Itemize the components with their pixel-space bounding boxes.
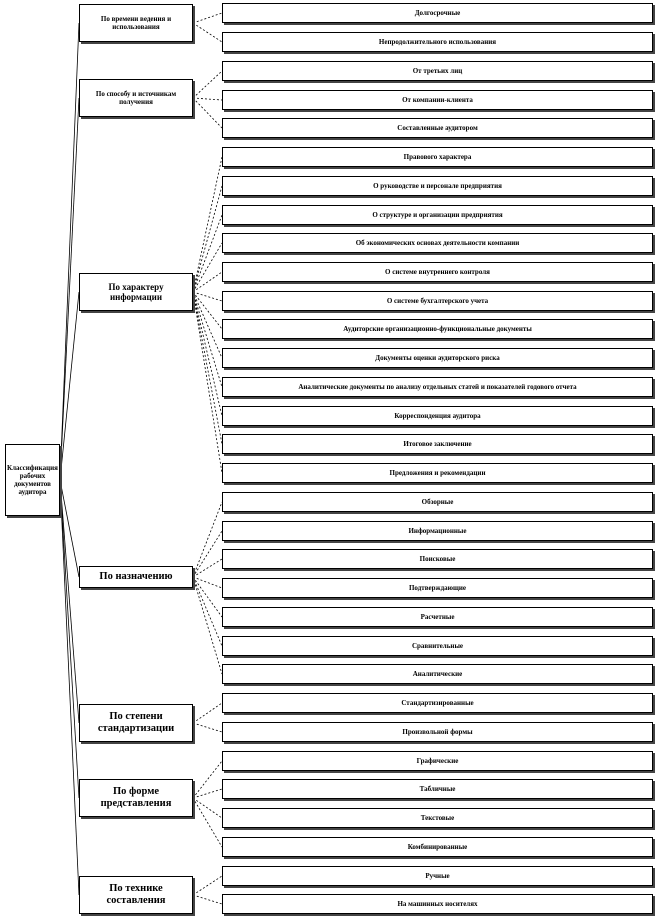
- connector-line: [193, 703, 222, 723]
- leaf-item: Корреспонденция аудитора: [222, 406, 653, 426]
- connector-line: [193, 798, 222, 818]
- category-standardization: [79, 704, 193, 742]
- connector-line: [193, 71, 222, 98]
- connector-line: [193, 876, 222, 895]
- root-node: [5, 444, 60, 516]
- connector-line: [193, 23, 222, 42]
- connector-line: [193, 761, 222, 798]
- connector-line: [193, 502, 222, 577]
- connector-line: [193, 789, 222, 798]
- leaf-item: Графические: [222, 751, 653, 771]
- leaf-item: Табличные: [222, 779, 653, 799]
- leaf-item: Произвольной формы: [222, 722, 653, 742]
- leaf-item: О системе бухгалтерского учета: [222, 291, 653, 311]
- leaf-item: От третьих лиц: [222, 61, 653, 81]
- connector-line: [193, 186, 222, 292]
- category-source: [79, 79, 193, 117]
- leaf-item: О системе внутреннего контроля: [222, 262, 653, 282]
- connector-line: [193, 292, 222, 329]
- leaf-item: Расчетные: [222, 607, 653, 627]
- leaf-item: Информационные: [222, 521, 653, 541]
- leaf-item: Текстовые: [222, 808, 653, 828]
- connector-line: [193, 13, 222, 23]
- leaf-item: О руководстве и персонале предприятия: [222, 176, 653, 196]
- connector-line: [193, 215, 222, 292]
- connector-line: [193, 723, 222, 732]
- connector-line: [193, 559, 222, 577]
- connector-line: [193, 895, 222, 904]
- root-label: Классификация рабочих документов аудитора: [7, 463, 58, 497]
- leaf-item: Аналитические документы по анализу отдельных статей и показателей годового отчета: [222, 377, 653, 397]
- connector-line: [193, 798, 222, 847]
- connector-line: [193, 577, 222, 646]
- leaf-item: На машинных носителях: [222, 894, 653, 914]
- leaf-item: Ручные: [222, 866, 653, 886]
- leaf-item: Аудиторские организационно-функциональные документы: [222, 319, 653, 339]
- connector-line: [60, 98, 79, 480]
- connector-line: [193, 157, 222, 292]
- leaf-item: О структуре и организации предприятия: [222, 205, 653, 225]
- leaf-item: Обзорные: [222, 492, 653, 512]
- connector-line: [60, 292, 79, 480]
- category-technique: [79, 876, 193, 914]
- connector-line: [193, 292, 222, 416]
- leaf-item: Подтверждающие: [222, 578, 653, 598]
- category-time: [79, 4, 193, 42]
- leaf-item: Документы оценки аудиторского риска: [222, 348, 653, 368]
- category-technique-label: По технике составления: [106, 882, 166, 906]
- category-presentation: [79, 779, 193, 817]
- connector-line: [193, 98, 222, 128]
- category-purpose-label: По назначению: [99, 570, 173, 582]
- connector-line: [193, 98, 222, 100]
- leaf-item: Комбинированные: [222, 837, 653, 857]
- category-standardization-label: По степени стандартизации: [97, 710, 175, 734]
- leaf-item: От компании-клиента: [222, 90, 653, 110]
- leaf-item: Стандартизированные: [222, 693, 653, 713]
- connector-line: [193, 577, 222, 674]
- category-purpose: [79, 566, 193, 588]
- category-time-label: По времени ведения и использования: [100, 14, 172, 31]
- leaf-item: Составленные аудитором: [222, 118, 653, 138]
- leaf-item: Непродолжительного использования: [222, 32, 653, 52]
- leaf-item: Аналитические: [222, 664, 653, 684]
- connector-line: [193, 292, 222, 358]
- category-information-label: По характеру информации: [108, 281, 164, 302]
- connector-line: [193, 243, 222, 292]
- leaf-item: Долгосрочные: [222, 3, 653, 23]
- category-presentation-label: По форме представления: [100, 785, 172, 809]
- leaf-item: Поисковые: [222, 549, 653, 569]
- connector-line: [193, 577, 222, 588]
- connector-line: [60, 23, 79, 480]
- connector-line: [193, 292, 222, 301]
- leaf-item: Правового характера: [222, 147, 653, 167]
- leaf-item: Итоговое заключение: [222, 434, 653, 454]
- leaf-item: Предложения и рекомендации: [222, 463, 653, 483]
- connector-line: [193, 292, 222, 444]
- connector-line: [193, 292, 222, 473]
- connector-line: [193, 531, 222, 577]
- connector-line: [193, 292, 222, 387]
- category-information: [79, 273, 193, 311]
- leaf-item: Об экономических основах деятельности компании: [222, 233, 653, 253]
- category-source-label: По способу и источникам получения: [95, 89, 177, 106]
- leaf-item: Сравнительные: [222, 636, 653, 656]
